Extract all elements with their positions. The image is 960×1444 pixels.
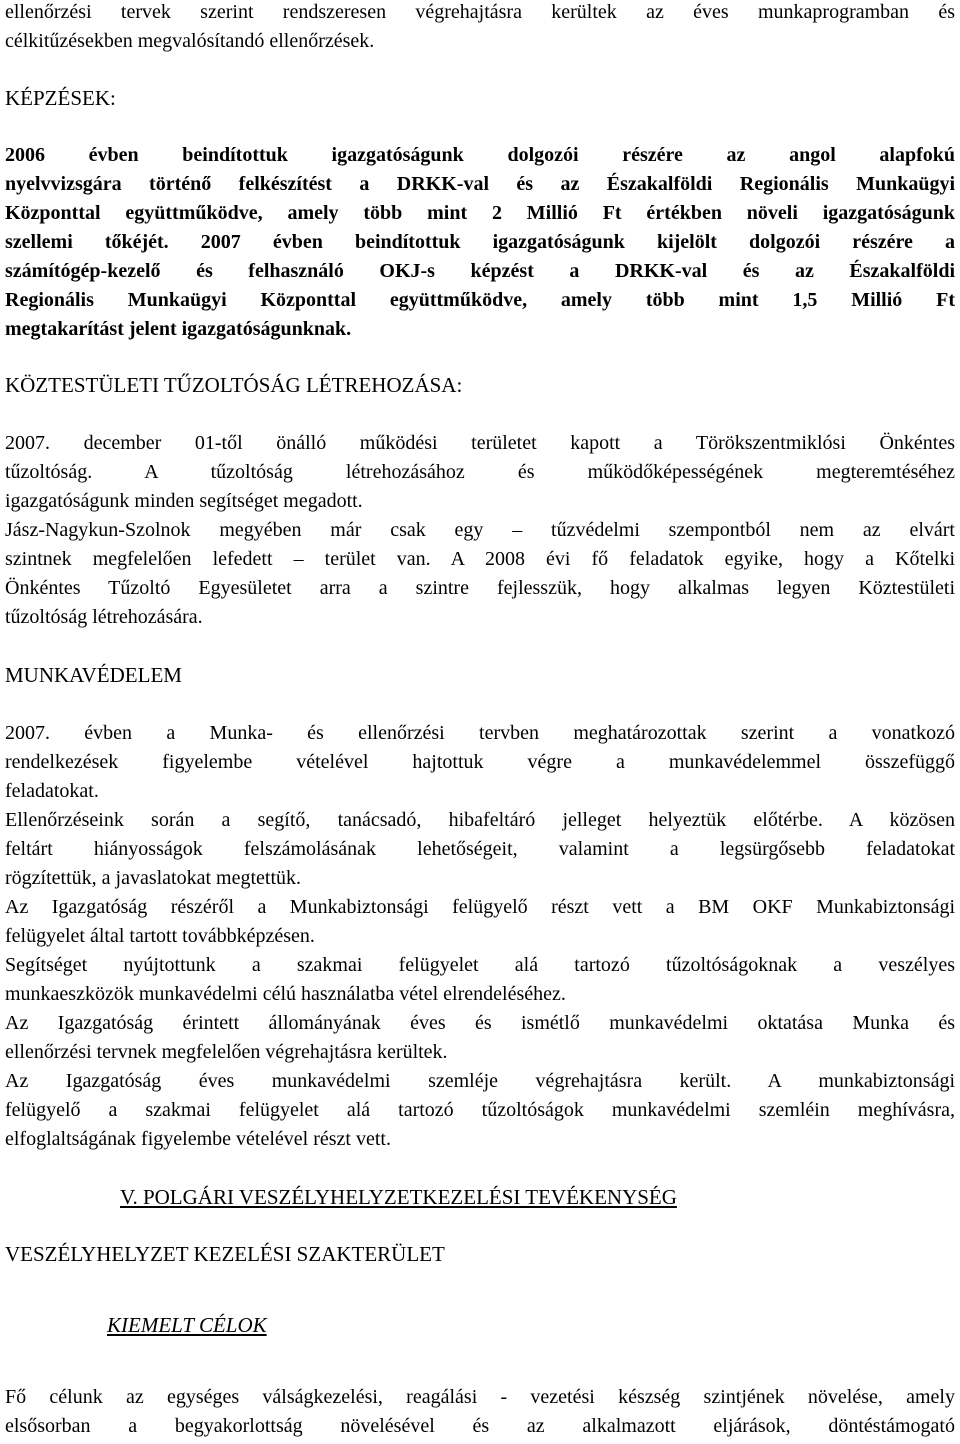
munkavedelem-line-5: feltárt hiányosságok felszámolásának lehetőségeit, valamint a legsürgősebb feladatokat bbox=[5, 838, 955, 860]
kepzesek-line-4 bbox=[5, 228, 955, 257]
tuzoltosag-heading: KÖZTESTÜLETI TŰZOLTÓSÁG LÉTREHOZÁSA: bbox=[5, 373, 463, 397]
subsection-heading bbox=[107, 1311, 507, 1340]
intro-line-2: célkitűzésekben megvalósítandó ellenőrzések. bbox=[5, 30, 375, 52]
kepzesek-line-2: nyelvvizsgára történő felkészítést a DRKK-val és az Északalföldi Regionális Munkaügyi bbox=[5, 173, 955, 195]
munkavedelem-line-15: elfoglaltságának figyelembe vételével részt vett. bbox=[5, 1128, 391, 1150]
munkavedelem-heading: MUNKAVÉDELEM bbox=[5, 663, 182, 687]
kepzesek-line-4-bold: szellemi tőkéjét. bbox=[5, 231, 169, 253]
munkavedelem-line-14: felügyelő a szakmai felügyelet alá tartozó tűzoltóságok munkavédelmi szemléin meghívásra, bbox=[5, 1099, 955, 1121]
kepzesek-line-7: megtakarítást jelent igazgatóságunknak. bbox=[5, 318, 352, 340]
tuzoltosag-line-7: tűzoltóság létrehozására. bbox=[5, 606, 203, 628]
intro-line-1: ellenőrzési tervek szerint rendszeresen végrehajtásra kerültek az éves munkaprogramban és bbox=[5, 1, 955, 23]
section-heading: VESZÉLYHELYZET KEZELÉSI SZAKTERÜLET bbox=[5, 1242, 445, 1266]
chapter-heading-text: V. POLGÁRI VESZÉLYHELYZETKEZELÉSI TEVÉKENYSÉG bbox=[120, 1185, 677, 1209]
chapter-heading bbox=[120, 1183, 880, 1212]
tuzoltosag-line-4: Jász-Nagykun-Szolnok megyében már csak egy – tűzvédelmi szempontból nem az elvárt bbox=[5, 519, 955, 541]
kepzesek-heading: KÉPZÉSEK: bbox=[5, 86, 116, 110]
tuzoltosag-line-6: Önkéntes Tűzoltó Egyesületet arra a szintre fejlesszük, hogy alkalmas legyen Köztestületi bbox=[5, 577, 955, 599]
tuzoltosag-line-2: tűzoltóság. A tűzoltóság létrehozásához és működőképességének megteremtéséhez bbox=[5, 461, 955, 483]
munkavedelem-line-11: Az Igazgatóság érintett állományának éves és ismétlő munkavédelmi oktatása Munka és bbox=[5, 1012, 955, 1034]
kepzesek-line-3: Központtal együttműködve, amely több mint 2 Millió Ft értékben növeli igazgatóságunk bbox=[5, 202, 955, 224]
tuzoltosag-line-3: igazgatóságunk minden segítséget megadott. bbox=[5, 490, 363, 512]
kepzesek-line-4-rest: 2007 évben beindítottuk igazgatóságunk kijelölt dolgozói részére a bbox=[168, 231, 955, 253]
munkavedelem-line-10: munkaeszközök munkavédelmi célú használatba vétel elrendeléséhez. bbox=[5, 983, 566, 1005]
tuzoltosag-line-5: szintnek megfelelően lefedett – terület van. A 2008 évi fő feladatok egyike, hogy a Kőtelki bbox=[5, 548, 955, 570]
munkavedelem-line-3: feladatokat. bbox=[5, 780, 99, 802]
subsection-heading-text: KIEMELT CÉLOK bbox=[107, 1313, 267, 1337]
polgari-line-2: elsősorban a begyakorlottság növelésével és az alkalmazott eljárások, döntéstámogató bbox=[5, 1415, 955, 1437]
tuzoltosag-line-1: 2007. december 01-től önálló működési területet kapott a Törökszentmiklósi Önkéntes bbox=[5, 432, 955, 454]
munkavedelem-line-8: felügyelet által tartott továbbképzésen. bbox=[5, 925, 315, 947]
munkavedelem-line-2: rendelkezések figyelembe vételével hajtottuk végre a munkavédelemmel összefüggő bbox=[5, 751, 955, 773]
munkavedelem-line-9: Segítséget nyújtottunk a szakmai felügyelet alá tartozó tűzoltóságoknak a veszélyes bbox=[5, 954, 955, 976]
munkavedelem-line-4: Ellenőrzéseink során a segítő, tanácsadó, hibafeltáró jelleget helyeztük előtérbe. A közösen bbox=[5, 809, 955, 831]
munkavedelem-line-1: 2007. évben a Munka- és ellenőrzési tervben meghatározottak szerint a vonatkozó bbox=[5, 722, 955, 744]
kepzesek-line-5: számítógép-kezelő és felhasználó OKJ-s képzést a DRKK-val és az Északalföldi bbox=[5, 260, 955, 282]
munkavedelem-line-7: Az Igazgatóság részéről a Munkabiztonsági felügyelő részt vett a BM OKF Munkabiztonsági bbox=[5, 896, 955, 918]
munkavedelem-line-6: rögzítettük, a javaslatokat megtettük. bbox=[5, 867, 302, 889]
polgari-line-1: Fő célunk az egységes válságkezelési, reagálási - vezetési készség szintjének növelése, amely bbox=[5, 1386, 955, 1408]
kepzesek-line-6: Regionális Munkaügyi Központtal együttműködve, amely több mint 1,5 Millió Ft bbox=[5, 289, 955, 311]
munkavedelem-line-12: ellenőrzési tervnek megfelelően végrehajtásra kerültek. bbox=[5, 1041, 448, 1063]
munkavedelem-line-13: Az Igazgatóság éves munkavédelmi szemléje végrehajtásra került. A munkabiztonsági bbox=[5, 1070, 955, 1092]
kepzesek-line-1: 2006 évben beindítottuk igazgatóságunk dolgozói részére az angol alapfokú bbox=[5, 144, 955, 166]
